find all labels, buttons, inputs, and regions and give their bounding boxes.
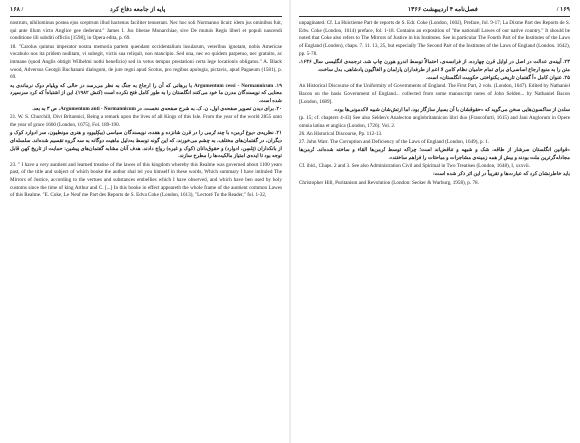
right-header-rule [299,16,570,17]
footnote-27-remark: باید خاطرنشان کرد که عبارت‌ها و تقریباً در این اثر ذکر شده است: [432,171,570,178]
footnote-27-hill: Christopher Hill, Puritanism and Revolution (London: Secker & Warburg, 1958), p. 78. [299,179,479,186]
footnote-23: 23. " I have a very auntient and learned treatise of the lawes of this kingdom whereby this Realme was governed about 1100 years past, of the title and subject of which booke the author shal tel you himself in these words, Which summary I have intituled The Mirrors of Justice, according to the vertues and substances embellies which I have observed, and which have ben used by holy customs since the time of king Arthur and C. [...] In this booke in effect appeareth the whole frame of the auntient common Lawes of this Realme. "E. Coke, Le Neuf me Part des Reports de S. Edva Coke (London, 1613), "Lectoré To the Reader," fol. 1-32, [10,161,282,199]
footnote-26: 26. An Historical Discourse, Pp. 112-13. [299,130,383,137]
footnote-22: ۲۱. نظریه‌ی «یوغ نُرمن» با چند تُرمی را در قرن شانزده و هفده، نویسندگان سیاسی (بیکِلیوود و هنری مونطیون، سر ادوارد کوک و دیگران، در گفتمان‌های مختلف، به چشم می‌خورند، که این گونه توسط به‌دلیل ماهیت دوگانه به سه گروه تقسیم شده‌اند. سلسله‌ای از بانکداران (تِلسِن، ادوارد) و حقوق‌دانان (کوک و غیره) رواج دادند. هدف آنان مشابه گفتمان‌های پیشین: حمایت از تاریخ کهن قابل توجه بود تا ایده‌ی امتیاز مالکیت‌ها را مطرح سازند. [10,130,282,160]
footnote-19: ۱۹. Argumentum cessi - Normannicum با برهانی که آن را ارجاع به جنگ به نظر می‌رسد در حالی که ویلیام دوک نرماندی به معنایی که نویسندگان مدرن ما خود می‌کنند انگلستان را به طور کامل فتح نکرده است (کنش ۱۹۸۲). این از اشتباه‌آ که کرد سرسپرد شده است. [10,82,283,105]
right-page-body [299,20,570,187]
left-header-rule [10,16,282,17]
footnote-18: 18. "Carolus quintus imperator nostra memoria partem quendam occidentalium insularum, veteribus ignotam, nobis Americae vocabulo nos ita pridem nuditam, vi subegit, victis sua reliquit, non mancipio. Sed una, nec eo quidem parpetuo, nec gratuito, ac immane (quod Anglis obtigit Wilhelmi nothi beneficio) sed in vetus tempus prestationi certa lege locationis obligatos." A. Black wood, Adversus Georgii Buchanani dialogum, de jure regni apud Scotus, pro regibus apologia, pictavis, apud Pagaeum (1581), p. 69. [10,43,282,81]
footnote-27: 27. John Warr. The Corruption and Deficiency of the Laws of England (London, 1649), p. 1. [299,139,489,146]
right-page-header [299,5,570,14]
footnote-25: ۲۵. عنوان کامل «آ گفتمان تاریخی یکنواختی حکومت انگلستان» است. [426,74,570,81]
footnote-23-continuation: unpaginated. Cf. La Huictieme Part de reports de S. Edr. Coke (London, 1602), Preface, fol. 9-17; La Dixme Part des Reports de S. Edw. Coke (London, 1614) preface, fol. 1-18. Contains an exposition of "the nationall Lawes of our native country." It should be noted that Coke also refers to The Mirrors of Justice in his Institutes. See in particular The Fourth Part of the Institutes of the Laws of England (London), chaps. 7. 11. 13, 25, but especially The Second Part of the Institutes of the Laws of England (London. 1642), pp. 5-78. [299,20,570,57]
left-page-header [10,5,282,14]
footnote-25-quote: سلدن از ساکسون‌هایی سخن می‌گوید که «حقوقشان با آن بسیار سازگار بود، اما ارتش‌شان شبیه لاکدمونی‌ها بود». [333,106,570,113]
left-page-body [10,20,282,200]
footnote-25-citation: An Historical Discourse of the Uniformity of Governments of England. The First Part, 2 vols. (London, 1647). Edited by Nathaniel Bacon on the basis Government of England... collected from some manuscript notes of John Selden... by Nathaniel Bacon [London, 1689]. [299,83,570,105]
right-page-running-title: فصل‌نامه ۴ اردیبهشت ۱۳۶۶ [407,5,478,13]
footnote-27-cf: Cf. ibid., Chaps. 2 and 3. See also Administration Civil and Spiritual in Two Treatises (London, 1648), I, xxxvii. [299,163,531,170]
footnote-27-quote: «قوانین انگلستان سرشار از طاقه، شک و شبهه و تناقض‌اند است؛ چراکه توسط نُرمن‌ها القاء و ساخته شده‌اند. نُرمن‌ها مجادله‌گرترین ملت بودند و بیش از همه زمینه‌ی مشاجرات و مباحثات را فراهم ساختند». [299,147,570,161]
left-page-running-title: پایه از جامعه دفاع کرد [109,5,166,13]
book-gutter [289,0,291,443]
right-page-number: / ۱۶۹ [556,5,570,13]
footnote-20: ۲۰. برای دیدن تصویر صفحه‌ی اول، ن. ک. به شرح صفحه‌ی نخست، در Argumentum anti - Normannicum، ص ۳ به بعد. [32,106,282,113]
right-page [290,0,580,443]
footnote-21: 21. W. S. Churchill, Divi Britannici, Being a remark upon the lives of all Kings of this Isle. From the year of the world 2855 unto the year of grace 1660 (London, 1675), Fol. 189-190. [10,114,282,129]
footnote-continuation: nostrum, nihilominus postea ejus sceptrum illud hactenus faciliter tenuerant. Nec hoc soli Normanno licuit: idem jus ominibus fuit, qui ante illum victo Anglice gee dederunt." James I. Jus liberae Monarchiae, sive De mutuis Regis liberi et populi nascendi conditione illi subditi officiis [1598], in Opera edita, p. 69. [10,20,282,42]
footnote-25-references: (p. 15; cf. chapters 4-43) See also Selden's Analecton anglobritannicon libri duo (Francofurti, 1615) and Jani Anglorum in Opere omnia latina et anglica (London, 1726). Vol. 2. [299,114,570,129]
left-page-number: ۱۶۸ / [10,5,24,13]
footnote-24: ۲۳. آیینه‌ی عدالت در اصل در اوایل قرن چهارده، از فرانسه‌ی، احتمالاً توسط اندرو هورن چاپ شد. ترجمه‌ی انگلیسی سال ۱۶۴۶، متن را به منبع ارجاع اساسی‌ای برای تمام حامیان نظام کامن لا اعم از طرفداران پارلمان و الغاگیون پادشاهی، بدل ساخت. [299,59,570,73]
